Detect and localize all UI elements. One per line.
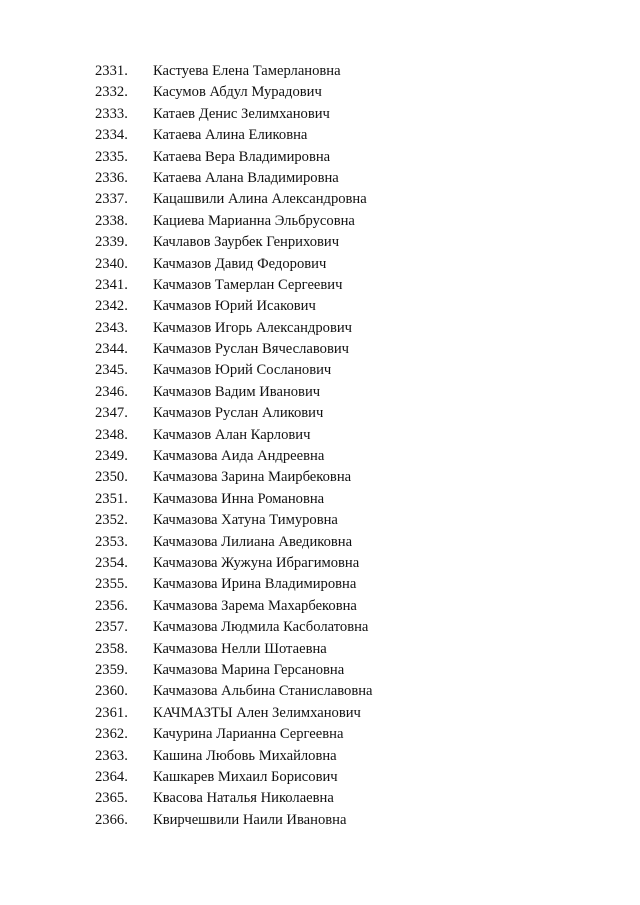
entry-number: 2334. <box>95 127 128 144</box>
entry-number: 2366. <box>95 811 128 828</box>
entry-name: Кацашвили Алина Александровна <box>153 191 367 208</box>
entry-number: 2344. <box>95 341 128 358</box>
list-item <box>0 532 640 553</box>
list-item <box>0 61 640 82</box>
list-item <box>0 467 640 488</box>
entry-number: 2351. <box>95 490 128 507</box>
list-item <box>0 746 640 767</box>
list-item <box>0 104 640 125</box>
entry-name: Качмазов Игорь Александрович <box>153 319 352 336</box>
entry-name: Квирчешвили Наили Ивановна <box>153 811 347 828</box>
entry-name: Качмазова Альбина Станиславовна <box>153 683 373 700</box>
entry-number: 2346. <box>95 383 128 400</box>
list-item <box>0 681 640 702</box>
list-item <box>0 446 640 467</box>
entry-number: 2355. <box>95 576 128 593</box>
list-item <box>0 360 640 381</box>
entry-name: Касумов Абдул Мурадович <box>153 84 322 101</box>
entry-name: Качмазова Лилиана Аведиковна <box>153 533 353 550</box>
list-item <box>0 617 640 638</box>
entry-name: Качмазова Марина Герсановна <box>153 661 345 678</box>
entry-number: 2357. <box>95 619 128 636</box>
entry-name: Качлавов Заурбек Генрихович <box>153 234 340 251</box>
list-item <box>0 275 640 296</box>
entry-name: Квасова Наталья Николаевна <box>153 790 334 807</box>
entry-number: 2365. <box>95 790 128 807</box>
list-item <box>0 168 640 189</box>
entry-name: Катаева Алана Владимировна <box>153 169 339 186</box>
list-item <box>0 403 640 424</box>
entry-number: 2339. <box>95 234 128 251</box>
list-item <box>0 639 640 660</box>
entry-name: Качмазова Хатуна Тимуровна <box>153 512 338 529</box>
entry-name: Кастуева Елена Тамерлановна <box>153 63 341 79</box>
entry-name: Качмазова Зарема Махарбековна <box>153 597 357 614</box>
entry-number: 2363. <box>95 747 128 764</box>
entry-name: Качмазова Жужуна Ибрагимовна <box>153 554 360 571</box>
entry-name: Качурина Ларианна Сергеевна <box>153 726 344 743</box>
entry-number: 2342. <box>95 298 128 315</box>
entry-number: 2333. <box>95 105 128 122</box>
entry-number: 2361. <box>95 704 128 721</box>
entry-name: Катаева Алина Еликовна <box>153 127 308 144</box>
name-list <box>0 61 640 831</box>
list-item <box>0 318 640 339</box>
list-item <box>0 339 640 360</box>
list-item <box>0 596 640 617</box>
entry-name: КАЧМАЗТЫ Ален Зелимханович <box>153 704 361 721</box>
entry-number: 2338. <box>95 212 128 229</box>
entry-name: Качмазов Тамерлан Сергеевич <box>153 276 343 293</box>
entry-number: 2332. <box>95 84 128 101</box>
entry-number: 2352. <box>95 512 128 529</box>
list-item <box>0 296 640 317</box>
entry-number: 2358. <box>95 640 128 657</box>
entry-number: 2341. <box>95 276 128 293</box>
list-item <box>0 810 640 831</box>
list-item <box>0 510 640 531</box>
entry-name: Качмазова Зарина Маирбековна <box>153 469 352 486</box>
list-item <box>0 553 640 574</box>
entry-name: Качмазов Давид Федорович <box>153 255 327 272</box>
entry-name: Качмазов Алан Карлович <box>153 426 311 443</box>
entry-name: Качмазов Юрий Исакович <box>153 298 316 315</box>
entry-name: Качмазова Людмила Касболатовна <box>153 619 369 636</box>
list-item <box>0 788 640 809</box>
list-item <box>0 125 640 146</box>
entry-number: 2356. <box>95 597 128 614</box>
entry-number: 2359. <box>95 661 128 678</box>
list-item <box>0 382 640 403</box>
entry-number: 2349. <box>95 448 128 465</box>
entry-number: 2364. <box>95 768 128 785</box>
entry-number: 2340. <box>95 255 128 272</box>
list-item <box>0 232 640 253</box>
list-item <box>0 660 640 681</box>
entry-number: 2331. <box>95 63 128 79</box>
entry-name: Качмазова Инна Романовна <box>153 490 325 507</box>
entry-number: 2350. <box>95 469 128 486</box>
entry-name: Качмазов Руслан Аликович <box>153 405 324 422</box>
entry-name: Качмазова Нелли Шотаевна <box>153 640 327 657</box>
list-item <box>0 82 640 103</box>
entry-number: 2347. <box>95 405 128 422</box>
entry-name: Качмазова Аида Андреевна <box>153 448 325 465</box>
list-item <box>0 489 640 510</box>
entry-name: Катаев Денис Зелимханович <box>153 105 330 122</box>
entry-number: 2360. <box>95 683 128 700</box>
list-item <box>0 574 640 595</box>
entry-number: 2354. <box>95 554 128 571</box>
list-item <box>0 425 640 446</box>
entry-number: 2335. <box>95 148 128 165</box>
entry-number: 2345. <box>95 362 128 379</box>
entry-name: Качмазов Вадим Иванович <box>153 383 321 400</box>
entry-name: Кациева Марианна Эльбрусовна <box>153 212 355 229</box>
entry-name: Качмазова Ирина Владимировна <box>153 576 357 593</box>
entry-number: 2337. <box>95 191 128 208</box>
list-item <box>0 703 640 724</box>
entry-number: 2348. <box>95 426 128 443</box>
entry-number: 2353. <box>95 533 128 550</box>
list-item <box>0 147 640 168</box>
entry-number: 2336. <box>95 169 128 186</box>
list-item <box>0 767 640 788</box>
list-item <box>0 211 640 232</box>
list-item <box>0 724 640 745</box>
entry-number: 2362. <box>95 726 128 743</box>
entry-name: Качмазов Руслан Вячеславович <box>153 341 350 358</box>
list-item <box>0 189 640 210</box>
entry-name: Кашкарев Михаил Борисович <box>153 768 338 785</box>
entry-name: Кашина Любовь Михайловна <box>153 747 337 764</box>
list-item <box>0 254 640 275</box>
entry-name: Качмазов Юрий Сосланович <box>153 362 332 379</box>
entry-number: 2343. <box>95 319 128 336</box>
entry-name: Катаева Вера Владимировна <box>153 148 331 165</box>
